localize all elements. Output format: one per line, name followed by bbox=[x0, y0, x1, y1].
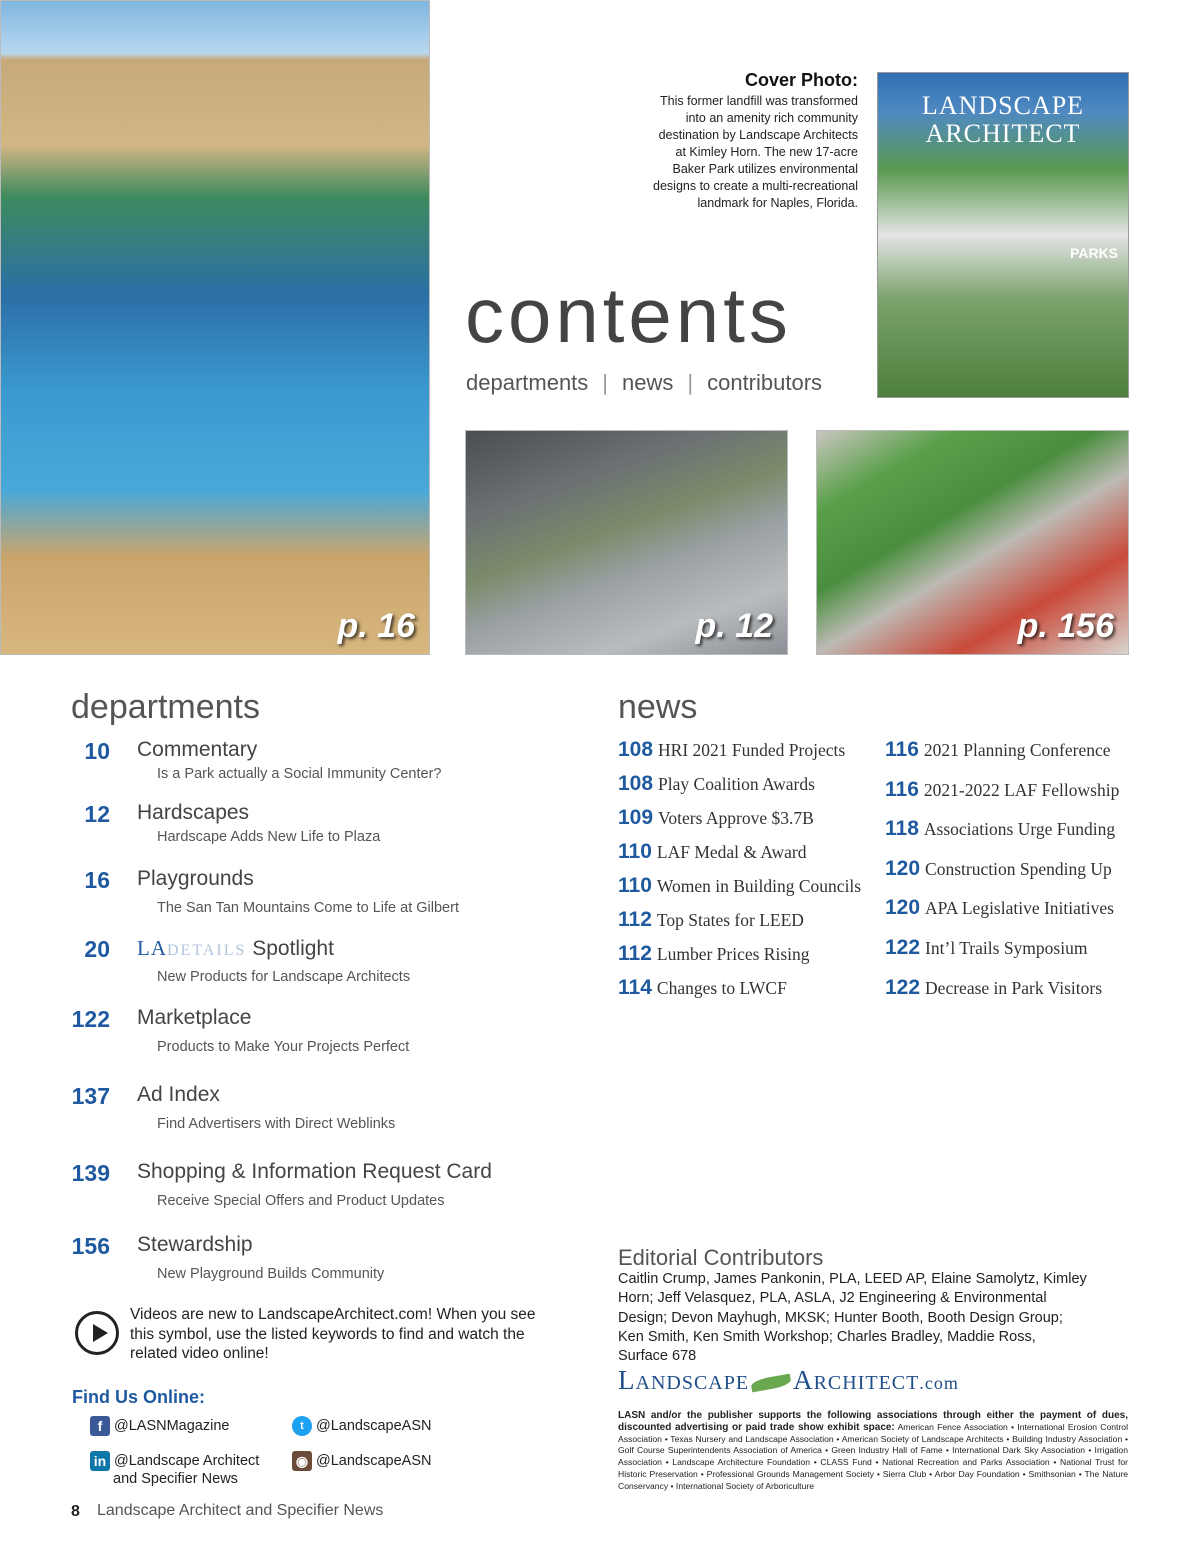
news-title: Associations Urge Funding bbox=[923, 819, 1116, 840]
cover-title-line2: ARCHITECT bbox=[925, 119, 1081, 148]
page-number: 8 bbox=[71, 1503, 80, 1520]
news-title: Top States for LEED bbox=[656, 910, 804, 930]
contents-title: contents bbox=[465, 271, 792, 359]
twitter-icon: t bbox=[292, 1416, 312, 1436]
dept-title: Shopping & Information Request Card bbox=[137, 1160, 492, 1183]
news-page-number: 122 bbox=[885, 975, 921, 999]
dept-page-number: 10 bbox=[84, 738, 110, 764]
news-page-number: 108 bbox=[618, 772, 654, 795]
news-title: Int’l Trails Symposium bbox=[925, 938, 1088, 958]
news-page-number: 116 bbox=[885, 777, 919, 801]
cover-caption-heading: Cover Photo: bbox=[744, 70, 858, 90]
departments-heading: departments bbox=[71, 688, 260, 726]
news-item[interactable] bbox=[618, 976, 787, 1000]
news-item[interactable] bbox=[885, 817, 1115, 841]
editorial-text: Caitlin Crump, James Pankonin, PLA, LEED AP, Elaine Samolytz, Kimley Horn; Jeff Velasquez, PLA, ASLA, J2 Engineering & Environmental Design; Devon Mayhugh, MKSK; Hunter Booth, Booth Design Group; Ken Smith, Ken Smith Workshop; Charles Bradley, Maddie Ross, Surface 678 bbox=[618, 1271, 1087, 1365]
news-item[interactable] bbox=[885, 896, 1114, 920]
dept-subtitle: Products to Make Your Projects Perfect bbox=[157, 1039, 410, 1055]
news-title: Decrease in Park Visitors bbox=[925, 977, 1103, 998]
dept-subtitle: Hardscape Adds New Life to Plaza bbox=[157, 829, 381, 845]
contents-nav bbox=[466, 370, 822, 396]
news-item[interactable] bbox=[618, 840, 806, 864]
dept-title: Playgrounds bbox=[137, 867, 254, 890]
news-item[interactable] bbox=[885, 738, 1111, 762]
dept-subtitle: New Products for Landscape Architects bbox=[157, 969, 411, 985]
news-page-number: 112 bbox=[618, 942, 652, 965]
instagram-link[interactable] bbox=[292, 1451, 431, 1471]
news-page-number: 120 bbox=[885, 896, 921, 920]
news-item[interactable] bbox=[885, 778, 1119, 802]
news-title: Lumber Prices Rising bbox=[656, 944, 810, 964]
instagram-icon: ◉ bbox=[292, 1451, 312, 1471]
news-title: 2021-2022 LAF Fellowship bbox=[923, 779, 1120, 800]
news-item[interactable] bbox=[885, 857, 1112, 881]
ladetails-logo: LADETAILS bbox=[137, 936, 247, 960]
news-title: Changes to LWCF bbox=[656, 978, 787, 998]
dept-page-number: 139 bbox=[71, 1160, 110, 1186]
publication-name: Landscape Architect and Specifier News bbox=[97, 1502, 384, 1519]
news-item[interactable] bbox=[885, 976, 1102, 1000]
plaza-photo bbox=[465, 430, 788, 655]
dept-page-number: 156 bbox=[71, 1233, 110, 1259]
associations-list: American Fence Association • International Erosion Control Association • Texas Nursery and Landscape Association • American Society of Landscape Architects • Building Industry Association • Golf Course Superintendents Association of America • Green Industry Hall of Fame • International Dark Sky Association • Irrigation Association • Landscape Architecture Foundation • CLASS Fund • National Recreation and Parks Association • National Trust for Historic Preservation • Professional Grounds Management Society • Sierra Club • Arbor Day Foundation • Smithsonian • The Nature Conservancy • International Society of Arboriculture bbox=[618, 1421, 1128, 1491]
dept-title: Ad Index bbox=[137, 1083, 220, 1106]
news-page-number: 110 bbox=[618, 840, 652, 863]
linkedin-icon: in bbox=[90, 1451, 110, 1471]
twitter-link[interactable] bbox=[292, 1416, 431, 1436]
linkedin-handle-line2: and Specifier News bbox=[113, 1471, 238, 1487]
facebook-icon: f bbox=[90, 1416, 110, 1436]
news-page-number: 112 bbox=[618, 908, 652, 931]
nav-news[interactable]: news bbox=[622, 370, 674, 395]
news-title: 2021 Planning Conference bbox=[923, 740, 1111, 760]
leaf-icon bbox=[750, 1373, 791, 1392]
linkedin-handle-line1: @Landscape Architect bbox=[114, 1452, 260, 1469]
news-item[interactable] bbox=[618, 806, 814, 830]
news-item[interactable] bbox=[618, 942, 810, 966]
news-item[interactable] bbox=[885, 936, 1087, 960]
editorial-heading: Editorial Contributors bbox=[618, 1245, 824, 1270]
instagram-handle: @LandscapeASN bbox=[316, 1452, 432, 1469]
linkedin-link[interactable] bbox=[90, 1451, 259, 1487]
dept-page-number: 20 bbox=[84, 936, 110, 962]
news-page-number: 114 bbox=[618, 976, 652, 999]
news-item[interactable] bbox=[618, 772, 815, 796]
play-video-icon bbox=[75, 1311, 119, 1355]
dept-subtitle: The San Tan Mountains Come to Life at Gilbert bbox=[157, 900, 459, 916]
dept-title: Spotlight bbox=[252, 937, 334, 960]
news-page-number: 122 bbox=[885, 936, 921, 959]
dept-page-number: 137 bbox=[71, 1083, 110, 1109]
photo-page-label: p. 156 bbox=[1017, 607, 1114, 645]
news-title: Construction Spending Up bbox=[925, 858, 1112, 879]
dept-subtitle: New Playground Builds Community bbox=[157, 1266, 385, 1282]
news-heading: news bbox=[618, 688, 698, 726]
news-title: HRI 2021 Funded Projects bbox=[658, 740, 846, 760]
cover-caption-text: This former landfill was transformed into an amenity rich community destination by Landscape Architects at Kimley Horn. The new 17-acre Baker Park utilizes environmental designs to create a multi-recreational landmark for Naples, Florida. bbox=[653, 94, 858, 210]
find-us-heading: Find Us Online: bbox=[72, 1387, 205, 1407]
dept-title: Stewardship bbox=[137, 1233, 253, 1256]
dept-subtitle: Is a Park actually a Social Immunity Center? bbox=[157, 766, 442, 782]
news-item[interactable] bbox=[618, 874, 861, 898]
nav-contributors[interactable]: contributors bbox=[707, 370, 823, 395]
twitter-handle: @LandscapeASN bbox=[316, 1417, 432, 1434]
news-item[interactable] bbox=[618, 908, 804, 932]
dept-title: Marketplace bbox=[137, 1006, 252, 1029]
dept-subtitle: Find Advertisers with Direct Weblinks bbox=[157, 1116, 396, 1132]
dept-page-number: 12 bbox=[84, 801, 110, 827]
nav-departments[interactable]: departments bbox=[466, 370, 589, 395]
video-note: Videos are new to LandscapeArchitect.com! When you see this symbol, use the listed keywords to find and watch the related video online! bbox=[130, 1306, 536, 1362]
playground-photo bbox=[0, 0, 430, 655]
dept-page-number: 122 bbox=[71, 1006, 110, 1032]
dept-title-with-logo bbox=[137, 936, 334, 961]
news-title: Voters Approve $3.7B bbox=[658, 808, 814, 828]
news-title: Women in Building Councils bbox=[656, 876, 862, 896]
news-page-number: 116 bbox=[885, 738, 919, 761]
news-page-number: 110 bbox=[618, 874, 652, 897]
cover-section-label: PARKS bbox=[1070, 245, 1118, 261]
news-title: APA Legislative Initiatives bbox=[925, 898, 1114, 919]
stewardship-photo bbox=[816, 430, 1129, 655]
associations-lead: LASN and/or the publisher supports the following associations through either the payment of dues, discounted advertising or paid trade show exhibit space: bbox=[618, 1410, 1128, 1433]
news-item[interactable] bbox=[618, 738, 845, 762]
news-page-number: 109 bbox=[618, 806, 654, 829]
news-title: LAF Medal & Award bbox=[656, 842, 807, 862]
nav-separator: | bbox=[602, 370, 609, 395]
facebook-link[interactable] bbox=[90, 1416, 229, 1436]
news-page-number: 118 bbox=[885, 817, 919, 841]
dept-title: Commentary bbox=[137, 738, 258, 761]
news-page-number: 108 bbox=[618, 738, 654, 761]
dept-subtitle: Receive Special Offers and Product Updates bbox=[157, 1193, 445, 1209]
facebook-handle: @LASNMagazine bbox=[114, 1417, 230, 1434]
news-page-number: 120 bbox=[885, 856, 921, 880]
news-title: Play Coalition Awards bbox=[658, 774, 815, 794]
dept-title: Hardscapes bbox=[137, 801, 250, 824]
landscape-architect-logo[interactable]: LANDSCAPE ARCHITECT.com bbox=[618, 1365, 959, 1395]
nav-separator: | bbox=[687, 370, 694, 395]
photo-page-label: p. 12 bbox=[695, 607, 773, 645]
cover-title-line1: LANDSCAPE bbox=[921, 91, 1085, 120]
photo-page-label: p. 16 bbox=[337, 607, 415, 645]
magazine-cover-image bbox=[877, 72, 1129, 398]
dept-page-number: 16 bbox=[84, 867, 110, 893]
associations-text bbox=[618, 1410, 1128, 1493]
